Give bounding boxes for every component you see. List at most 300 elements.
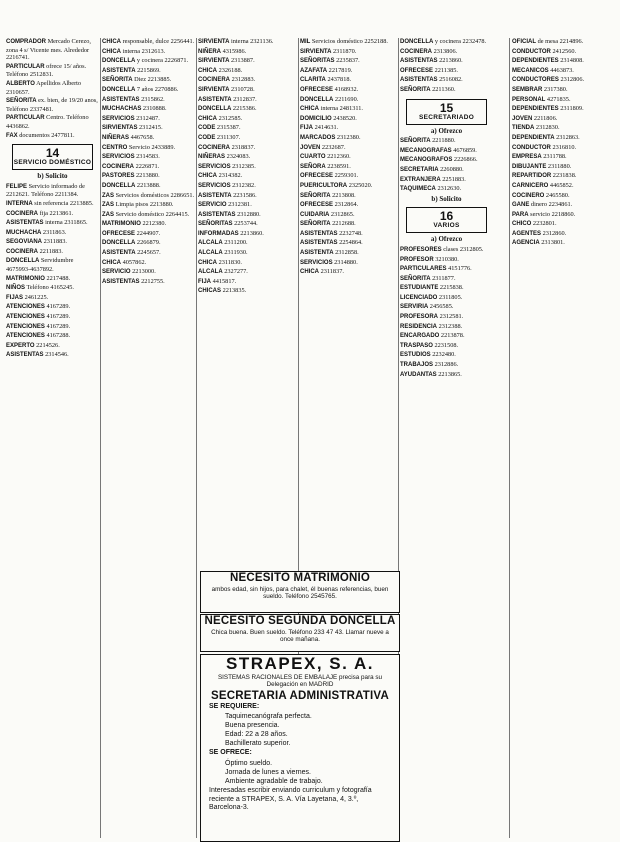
ad-keyword: SERVICIOS (198, 182, 231, 189)
list-item (400, 275, 493, 284)
list-item (512, 172, 616, 181)
list-item (512, 96, 616, 105)
ad-keyword: CONDUCTOR (512, 48, 551, 55)
ad-keyword: NIÑOS (6, 285, 26, 292)
ad-keyword: ASISTENTAS (300, 230, 338, 237)
list-item (400, 294, 493, 303)
list-item: Taquimecanógrafa perfecta. (225, 713, 312, 721)
ad-keyword: CHICAS (198, 288, 222, 295)
subsection-heading: b) Solicito (431, 194, 462, 203)
ad-text: 7 años 2270886. (135, 85, 179, 93)
list-item (400, 332, 493, 341)
list-item (512, 230, 616, 239)
list-item (198, 57, 291, 66)
list-item (512, 163, 616, 172)
list-item (300, 192, 393, 201)
ad-text: 2311877. (430, 274, 456, 282)
list-item (198, 76, 291, 85)
ad-keyword: SIRVIENTA (300, 48, 332, 55)
list-item (400, 176, 493, 185)
ad-text: 4168932. (333, 85, 359, 93)
list-item (102, 115, 195, 124)
list-item (102, 144, 195, 153)
ad-text: 2212755. (139, 277, 165, 285)
ad-keyword: SERVICIO (102, 269, 131, 276)
list-item (512, 57, 616, 66)
ad-text: 4415817. (211, 277, 237, 285)
list-item (198, 144, 291, 153)
ad-text: 2465580. (544, 191, 570, 199)
ad-text: 4467658. (129, 133, 155, 141)
ad-keyword: DONCELLA (102, 240, 136, 247)
ad-text: 2213000. (130, 268, 156, 276)
list-item (198, 268, 291, 277)
ad-text: 2312865. (329, 210, 355, 218)
list-item (400, 67, 493, 76)
list-item (300, 259, 393, 268)
ad-keyword: PROFESOR (400, 256, 434, 263)
ad-keyword: DEPENDIENTES (512, 58, 559, 65)
ad-text: 4167289. (44, 322, 71, 330)
ad-keyword: CHICA (102, 259, 121, 266)
list-item (102, 153, 195, 162)
ad-text: 4465852. (548, 181, 574, 189)
ad-keyword: ZAS (102, 192, 114, 199)
list-item (102, 230, 195, 239)
ad-keyword: SERVICIOS (300, 259, 333, 266)
ad-keyword: CARNICERO (512, 182, 549, 189)
ad-keyword: CHICA (198, 67, 217, 74)
list-item (400, 303, 493, 312)
section-title: SECRETARIADO (418, 113, 475, 121)
ad-text: 2312585. (217, 114, 243, 122)
ad-keyword: ATENCIONES (6, 333, 45, 340)
list-item (300, 48, 393, 57)
list-item (6, 351, 99, 360)
list-item (198, 220, 291, 229)
ad-text: 4057862. (121, 258, 147, 266)
ad-text: Apellidos Alberto 2310657. (6, 79, 82, 96)
list-item (400, 351, 493, 360)
ad-text: 2313801. (539, 239, 565, 247)
list-item (6, 97, 99, 113)
ad-text: 2312863. (554, 133, 580, 141)
ad-keyword: AYUDANTAS (400, 371, 437, 378)
list-item (6, 229, 99, 238)
ad-keyword: SEÑORITA (300, 192, 331, 199)
ad-keyword: CHICA (300, 269, 319, 276)
list-item (300, 105, 393, 114)
list-item (400, 361, 493, 370)
ad-text: 2260880. (438, 165, 464, 173)
ad-text: Teléfono 4165245. (25, 284, 74, 292)
ad-text: 2314583. (134, 153, 160, 161)
ad-text: 2213808. (330, 191, 356, 199)
ad-text: 2314880. (332, 258, 358, 266)
ad-keyword: MECANICOS (512, 67, 549, 74)
ad-keyword: AZAFATA (300, 67, 328, 74)
list-item (198, 259, 291, 268)
ad-keyword: DONCELLA (102, 86, 136, 93)
ad-keyword: SEMBRAR (512, 86, 543, 93)
ad-keyword: SEÑORITAS (198, 221, 233, 228)
list-item (102, 76, 195, 85)
ad-text: 2516082. (437, 76, 463, 84)
ad-text: Limpia pisos 2213880. (114, 201, 174, 209)
ad-text: Servicio 2433889. (127, 143, 176, 151)
ad-keyword: MATRIMONIO (6, 275, 45, 282)
ad-keyword: TRABAJOS (400, 362, 434, 369)
ad-text: 2254864. (337, 239, 363, 247)
list-item (198, 96, 291, 105)
ad-keyword: CHICA (300, 106, 319, 113)
ad-text: 2311870. (331, 47, 357, 55)
ad-keyword: DIBUJANTE (512, 163, 547, 170)
list-item (512, 134, 616, 143)
ad-keyword: JOVEN (300, 144, 321, 151)
ad-text: 2217819. (327, 66, 353, 74)
list-item (6, 219, 99, 228)
ad-list (400, 246, 493, 379)
list-item (102, 86, 195, 95)
ad-list (198, 38, 291, 296)
ad-keyword: COMPRADOR (6, 39, 46, 45)
ad-text: 2312883. (230, 76, 256, 84)
ad-keyword: LICENCIADO (400, 294, 438, 301)
ad-text: 2412560. (550, 47, 577, 55)
ad-text: 2238591. (325, 162, 351, 170)
list-item (198, 48, 291, 57)
list-item (6, 38, 99, 62)
ad-text: sin referencia 2213885. (32, 199, 94, 207)
ad-text: 2211385. (433, 66, 458, 74)
ad-keyword: SERVICIOS (102, 115, 135, 122)
ad-keyword: INTERNA (6, 200, 33, 207)
list-item (198, 153, 291, 162)
ad-keyword: FIJA (198, 278, 212, 285)
ad-text: 2312385. (230, 162, 256, 170)
ad-keyword: SERVICIOS (198, 163, 231, 170)
list-item (198, 172, 291, 181)
list-item (300, 57, 393, 66)
ad-keyword: CODE (198, 125, 216, 132)
ad-keyword: OFRECESE (300, 173, 334, 180)
ad-body: ambos edad, sin hijos, para chalet, él buenas referencias, buen sueldo. Teléfono 2545765. (211, 586, 389, 601)
section-number: 14 (45, 146, 60, 161)
list-item (300, 182, 393, 191)
ad-keyword: MIL (300, 39, 311, 45)
ad-text: 2311200. (222, 239, 248, 247)
ad-keyword: ASISTENTAS (400, 58, 438, 65)
ad-keyword: FIJA (300, 125, 314, 132)
ad-text: 2312415. (137, 124, 163, 132)
ad-keyword: ESTUDIOS (400, 352, 431, 359)
ad-text: 2251883. (440, 175, 466, 183)
ad-text: 4151776. (446, 265, 472, 273)
ad-keyword: CUARTO (300, 154, 326, 161)
ad-text: 2312388. (437, 322, 463, 330)
ad-keyword: SEÑORITA (400, 138, 431, 145)
list-item (6, 132, 99, 141)
list-item (6, 323, 99, 332)
ad-keyword: ESTUDIANTE (400, 285, 439, 292)
ad-keyword: COCINERA (6, 210, 39, 217)
ad-text: 2311863. (41, 228, 67, 236)
list-item (198, 105, 291, 114)
ad-keyword: ASISTENTA (300, 250, 334, 257)
ad-text: 4676859. (451, 146, 477, 154)
ad-text: 2312581. (438, 313, 464, 321)
ad-keyword: COCINERA (198, 77, 231, 84)
ad-keyword: CHICA (198, 259, 217, 266)
ad-list (400, 38, 493, 95)
ad-list (400, 137, 493, 194)
section-number: 15 (439, 100, 454, 115)
list-item (512, 211, 616, 220)
ad-keyword: ATENCIONES (6, 304, 45, 311)
list-item (198, 278, 291, 287)
ad-text: Servicios domésticos 2286651. (114, 191, 195, 199)
ad-text: 3210380. (433, 255, 459, 263)
ad-text: Servicio informado de 2212621. Teléfono 2211384. (6, 182, 85, 199)
list-item: Ambiente agradable de trabajo. (225, 778, 323, 785)
list-item (300, 249, 393, 258)
list-item (102, 172, 195, 181)
list-item (198, 201, 291, 210)
ad-keyword: TRASPASO (400, 342, 433, 349)
ad-keyword: PERSONAL (512, 96, 546, 103)
list-item: Edad: 22 a 28 años. (225, 731, 288, 739)
ad-text: 2414631. (313, 124, 339, 132)
list-item (102, 124, 195, 133)
ad-keyword: SEÑORITA (102, 77, 133, 84)
list-item (300, 172, 393, 181)
ad-keyword: CHICA (198, 115, 217, 122)
ad-matrimonio (200, 571, 400, 613)
list-item (512, 86, 616, 95)
ad-keyword: SEÑORITA (300, 221, 331, 228)
ad-keyword: ASISTENTAS (102, 96, 140, 103)
ad-text: 2232801. (531, 220, 557, 228)
ad-text: 2315387. (215, 124, 241, 132)
list-item (102, 48, 195, 57)
list-item (400, 284, 493, 293)
ad-keyword: CENTRO (102, 144, 128, 151)
ad-text: 2215869. (135, 66, 161, 74)
list-item (198, 287, 291, 296)
ad-keyword: SEÑORITA (400, 275, 431, 282)
ad-text: 2325020. (347, 181, 373, 189)
ad-text: 2213888. (135, 181, 161, 189)
list-item (6, 342, 99, 351)
column-3 (198, 38, 291, 568)
ad-text: Diez 2213885. (132, 76, 172, 84)
ad-text: 2312382. (230, 181, 256, 189)
ad-text: 2437818. (325, 76, 352, 84)
ad-keyword: ATENCIONES (6, 323, 45, 330)
ad-keyword: PROFESORA (400, 314, 439, 321)
list-item (300, 144, 393, 153)
list-item (198, 134, 291, 143)
ad-text: interna 2312613. (121, 47, 166, 55)
ad-text: 2311805. (437, 293, 463, 301)
ad-text: 2456585. (428, 303, 454, 311)
ad-text: 2311788. (541, 153, 567, 161)
column-6 (512, 38, 616, 838)
ad-text: 2313806. (432, 47, 458, 55)
ad-keyword: PARA (512, 211, 529, 218)
ad-keyword: OFRECESE (300, 202, 334, 209)
list-item (102, 163, 195, 172)
list-item (102, 105, 195, 114)
ad-text: y cocinera 2226871. (135, 57, 189, 65)
ad-text: 2311830. (217, 258, 242, 266)
list-item (400, 48, 493, 57)
ad-keyword: FAX (6, 132, 18, 139)
list-item (400, 38, 493, 47)
ad-keyword: SEÑORITA (400, 86, 431, 93)
list-item (198, 38, 291, 47)
ad-keyword: CHICO (512, 221, 532, 228)
list-item (102, 134, 195, 143)
list-item (300, 115, 393, 124)
list-item (6, 332, 99, 341)
ad-text: 2213865. (436, 370, 462, 378)
list-item (300, 86, 393, 95)
ad-keyword: PASTORES (102, 173, 135, 180)
ad-text: 2231586. (231, 191, 257, 199)
ad-text: 4167289. (44, 313, 71, 321)
subsection-heading: b) Solicito (37, 172, 68, 181)
ad-keyword: INFORMADAS (198, 230, 239, 237)
list-item (102, 96, 195, 105)
list-item (512, 67, 616, 76)
ad-keyword: SERVICIOS (102, 154, 135, 161)
ad-keyword: COCINERA (400, 48, 433, 55)
ad-keyword: ALBERTO (6, 80, 35, 87)
ad-text: 2312630. (435, 185, 462, 193)
ad-subtitle: SISTEMAS RACIONALES DE EMBALAJE precisa para su Delegación en MADRID (217, 674, 383, 689)
ad-keyword: MUCHACHAS (102, 106, 142, 113)
list-item (6, 80, 99, 96)
list-item (300, 76, 393, 85)
list-item (512, 153, 616, 162)
ad-keyword: GANE (512, 202, 530, 209)
ad-text: 2310888. (141, 105, 167, 113)
ad-keyword: MECANOGRAFAS (400, 147, 452, 154)
list-item: Buena presencia. (225, 722, 280, 730)
ad-keyword: ASISTENTAS (102, 278, 140, 285)
ad-keyword: MUCHACHA (6, 229, 42, 236)
ad-keyword: CUIDARIA (300, 211, 330, 218)
ad-text: Mercado Cerezo, zona 4 s/ Vicente mes. Alrededor 2216741. (6, 38, 91, 62)
ad-keyword: DONCELLA (102, 182, 136, 189)
ad-text: 2215838. (438, 284, 464, 292)
list-item (512, 76, 616, 85)
list-item (6, 114, 99, 130)
ad-list (102, 38, 195, 286)
section-title: VARIOS (433, 222, 460, 230)
ad-text: 2461225. (23, 293, 49, 301)
list-item (300, 134, 393, 143)
classifieds-page (4, 0, 616, 842)
ad-text: 2214526. (34, 341, 60, 349)
list-item (102, 268, 195, 277)
ad-text: 2211690. (333, 95, 359, 103)
list-item (300, 230, 393, 239)
ad-keyword: ALCALA (198, 269, 223, 276)
list-item (300, 220, 393, 229)
list-item (300, 201, 393, 210)
ad-text: 2312380. (335, 133, 361, 141)
list-item (102, 38, 195, 47)
column-4 (300, 38, 393, 568)
ad-text: 2311837. (319, 268, 344, 276)
ad-keyword: DEPENDIENTES (512, 106, 559, 113)
list-item (6, 238, 99, 247)
ad-text: 4315986. (221, 47, 247, 55)
ad-text: 2212380. (140, 220, 167, 228)
ad-text: 2312886. (433, 361, 459, 369)
ad-keyword: REPARTIDOR (512, 173, 552, 180)
ad-keyword: PUERICULTORA (300, 182, 348, 189)
ad-text: 2313887. (229, 57, 255, 65)
ad-keyword: SIRVIENTA (198, 58, 230, 65)
ad-keyword: DONCELLA (198, 106, 232, 113)
ad-keyword: RESIDENCIA (400, 323, 438, 330)
ad-keyword: CLARITA (300, 77, 326, 84)
list-item (198, 230, 291, 239)
list-item (102, 201, 195, 210)
ad-text: 2232748. (337, 229, 363, 237)
ad-text: 2324083. (225, 153, 251, 161)
ad-text: 2311880. (546, 162, 572, 170)
ad-keyword: NIÑERAS (198, 154, 226, 161)
ad-keyword: SECRETARIA (400, 166, 439, 173)
list-item (102, 220, 195, 229)
ad-keyword: OFRECESE (300, 86, 334, 93)
ad-keyword: OFICIAL (512, 39, 536, 45)
list-item (400, 57, 493, 66)
ad-keyword: MATRIMONIO (102, 221, 141, 228)
list-item (400, 156, 493, 165)
list-item (512, 220, 616, 229)
ad-text: ex. bien, de 19/20 anos, Teléfono 2337481. (6, 97, 98, 113)
list-item (400, 246, 493, 255)
ad-text: clases 2312805. (441, 245, 484, 253)
ad-keyword: CHICA (198, 173, 217, 180)
ad-keyword: SERVIRIA (400, 304, 429, 311)
list-item (400, 147, 493, 156)
ad-text: 2312381. (226, 201, 252, 209)
ad-keyword: ASISTENTAS (300, 240, 338, 247)
ad-keyword: ZAS (102, 211, 114, 218)
ad-text: 2311307. (215, 133, 241, 141)
ad-keyword: PARTICULARES (400, 266, 447, 273)
ad-keyword: SIRVIENTAS (102, 125, 138, 132)
list-item (6, 275, 99, 284)
ad-strapex (200, 654, 400, 842)
ad-keyword: SIRVIENTA (198, 86, 230, 93)
offers-label: SE OFRECE: (209, 749, 252, 757)
ad-text: 2259301. (333, 172, 359, 180)
list-item (300, 38, 393, 47)
ad-text: 2311883. (42, 238, 67, 246)
ad-keyword: ASISTENTAS (400, 77, 438, 84)
ad-keyword: COCINERA (6, 248, 39, 255)
ad-text: 2212688. (330, 220, 356, 228)
list-item (6, 257, 99, 273)
